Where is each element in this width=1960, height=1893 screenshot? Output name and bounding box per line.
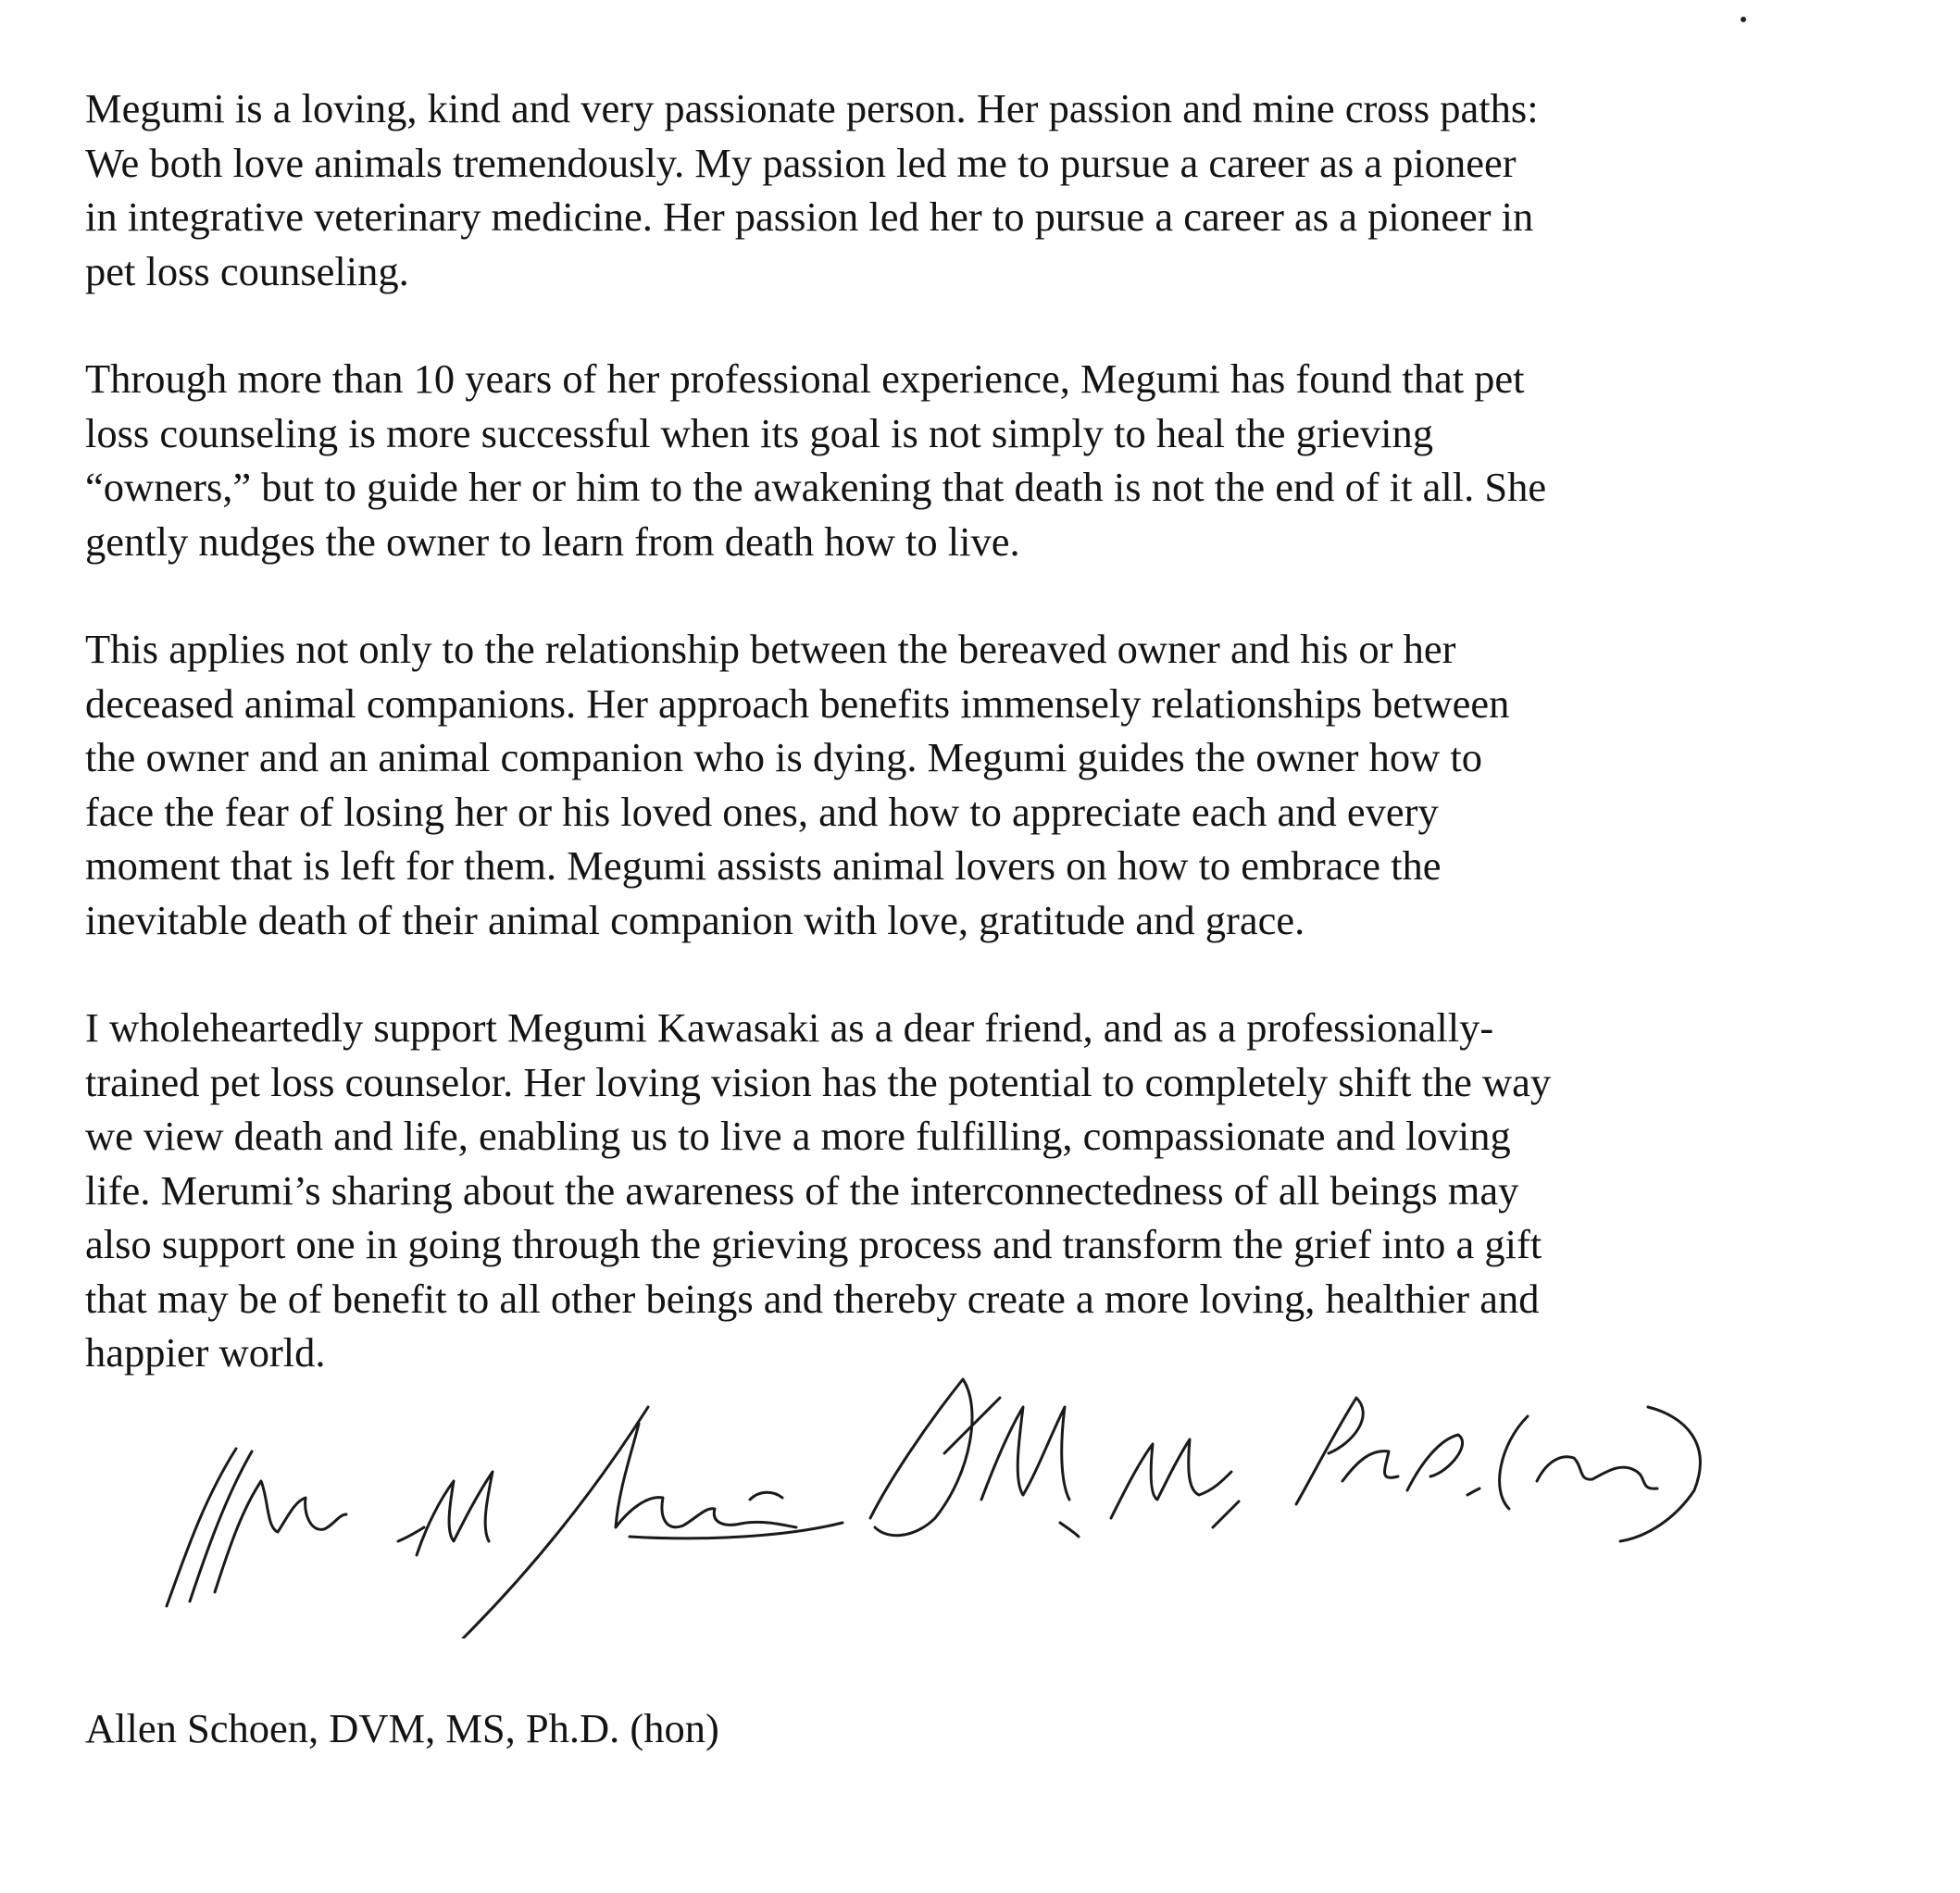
paragraph-line: We both love animals tremendously. My passion led me to pursue a career as a pioneer — [85, 139, 1517, 186]
paragraph-line: deceased animal companions. Her approach benefits immensely relationships between — [85, 679, 1510, 727]
scan-speck — [1741, 17, 1746, 22]
paragraph-line: I wholeheartedly support Megumi Kawasaki as a dear friend, and as a professionally- — [85, 1004, 1494, 1051]
paragraph-line: life. Merumi’s sharing about the awareness of the interconnectedness of all beings may — [85, 1166, 1519, 1214]
letter-body — [85, 81, 1863, 1434]
paragraph-line: gently nudges the owner to learn from death how to live. — [85, 517, 1020, 565]
paragraph-4 — [85, 1001, 1863, 1380]
paragraph-line: also support one in going through the grieving process and transform the grief into a gift — [85, 1221, 1542, 1267]
paragraph-3 — [85, 622, 1863, 947]
paragraph-line: pet loss counseling. — [85, 247, 409, 294]
paragraph-line: loss counseling is more successful when its goal is not simply to heal the grieving — [85, 409, 1433, 456]
paragraph-line: we view death and life, enabling us to live a more fulfilling, compassionate and loving — [85, 1113, 1511, 1159]
signer-name: Allen Schoen, DVM, MS, Ph.D. (hon) — [85, 1705, 719, 1751]
paragraph-line: happier world. — [85, 1329, 326, 1376]
paragraph-2 — [85, 352, 1863, 568]
paragraph-line: Megumi is a loving, kind and very passionate person. Her passion and mine cross paths: — [85, 85, 1539, 131]
paragraph-line: inevitable death of their animal companion with love, gratitude and grace. — [85, 896, 1305, 943]
paragraph-line: in integrative veterinary medicine. Her passion led her to pursue a career as a pioneer in — [85, 193, 1534, 240]
paragraph-line: that may be of benefit to all other beings and thereby create a more loving, healthier and — [85, 1275, 1540, 1322]
paragraph-line: Through more than 10 years of her professional experience, Megumi has found that pet — [85, 355, 1525, 402]
paragraph-line: moment that is left for them. Megumi assists animal lovers on how to embrace the — [85, 842, 1442, 889]
paragraph-1 — [85, 81, 1863, 298]
paragraph-line: “owners,” but to guide her or him to the awakening that death is not the end of it all. She — [85, 464, 1547, 510]
paragraph-line: the owner and an animal companion who is dying. Megumi guides the owner how to — [85, 734, 1483, 780]
paragraph-line: face the fear of losing her or his loved ones, and how to appreciate each and every — [85, 788, 1439, 835]
handwritten-signature — [148, 1342, 1815, 1638]
paragraph-line: trained pet loss counselor. Her loving vision has the potential to completely shift the way — [85, 1058, 1552, 1105]
paragraph-line: This applies not only to the relationship between the bereaved owner and his or her — [85, 626, 1456, 672]
